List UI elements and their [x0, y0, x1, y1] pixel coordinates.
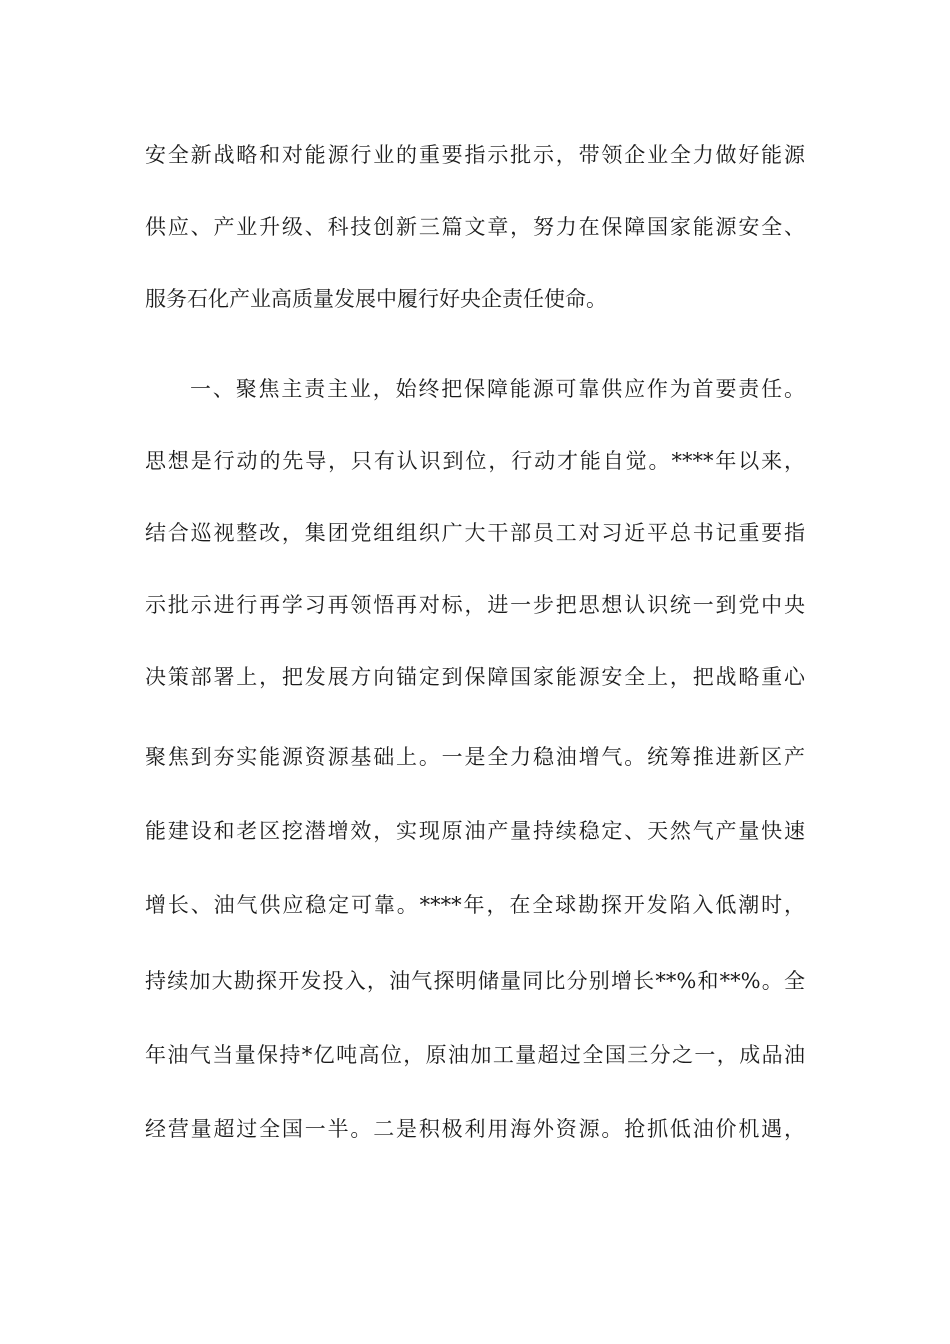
text-line-2: 供应、产业升级、科技创新三篇文章，努力在保障国家能源安全、 — [145, 215, 805, 239]
text-line-14: 经营量超过全国一半。二是积极利用海外资源。抢抓低油价机遇， — [145, 1117, 805, 1141]
text-line-13: 年油气当量保持*亿吨高位，原油加工量超过全国三分之一，成品油 — [145, 1043, 805, 1067]
section-heading-line: 一、聚焦主责主业，始终把保障能源可靠供应作为首要责任。 — [190, 377, 805, 401]
text-line-12: 持续加大勘探开发投入，油气探明储量同比分别增长**%和**%。全 — [145, 969, 805, 993]
text-line-11: 增长、油气供应稳定可靠。****年，在全球勘探开发陷入低潮时， — [145, 893, 805, 917]
text-line-3: 服务石化产业高质量发展中履行好央企责任使命。 — [145, 287, 607, 311]
text-line-7: 示批示进行再学习再领悟再对标，进一步把思想认识统一到党中央 — [145, 593, 805, 617]
text-line-6: 结合巡视整改，集团党组组织广大干部员工对习近平总书记重要指 — [145, 521, 805, 545]
text-line-8: 决策部署上，把发展方向锚定到保障国家能源安全上，把战略重心 — [145, 665, 805, 689]
text-line-10: 能建设和老区挖潜增效，实现原油产量持续稳定、天然气产量快速 — [145, 819, 805, 843]
text-line-1: 安全新战略和对能源行业的重要指示批示，带领企业全力做好能源 — [145, 143, 805, 167]
text-line-5: 思想是行动的先导，只有认识到位，行动才能自觉。****年以来， — [145, 449, 805, 473]
text-line-9: 聚焦到夯实能源资源基础上。一是全力稳油增气。统筹推进新区产 — [145, 745, 805, 769]
